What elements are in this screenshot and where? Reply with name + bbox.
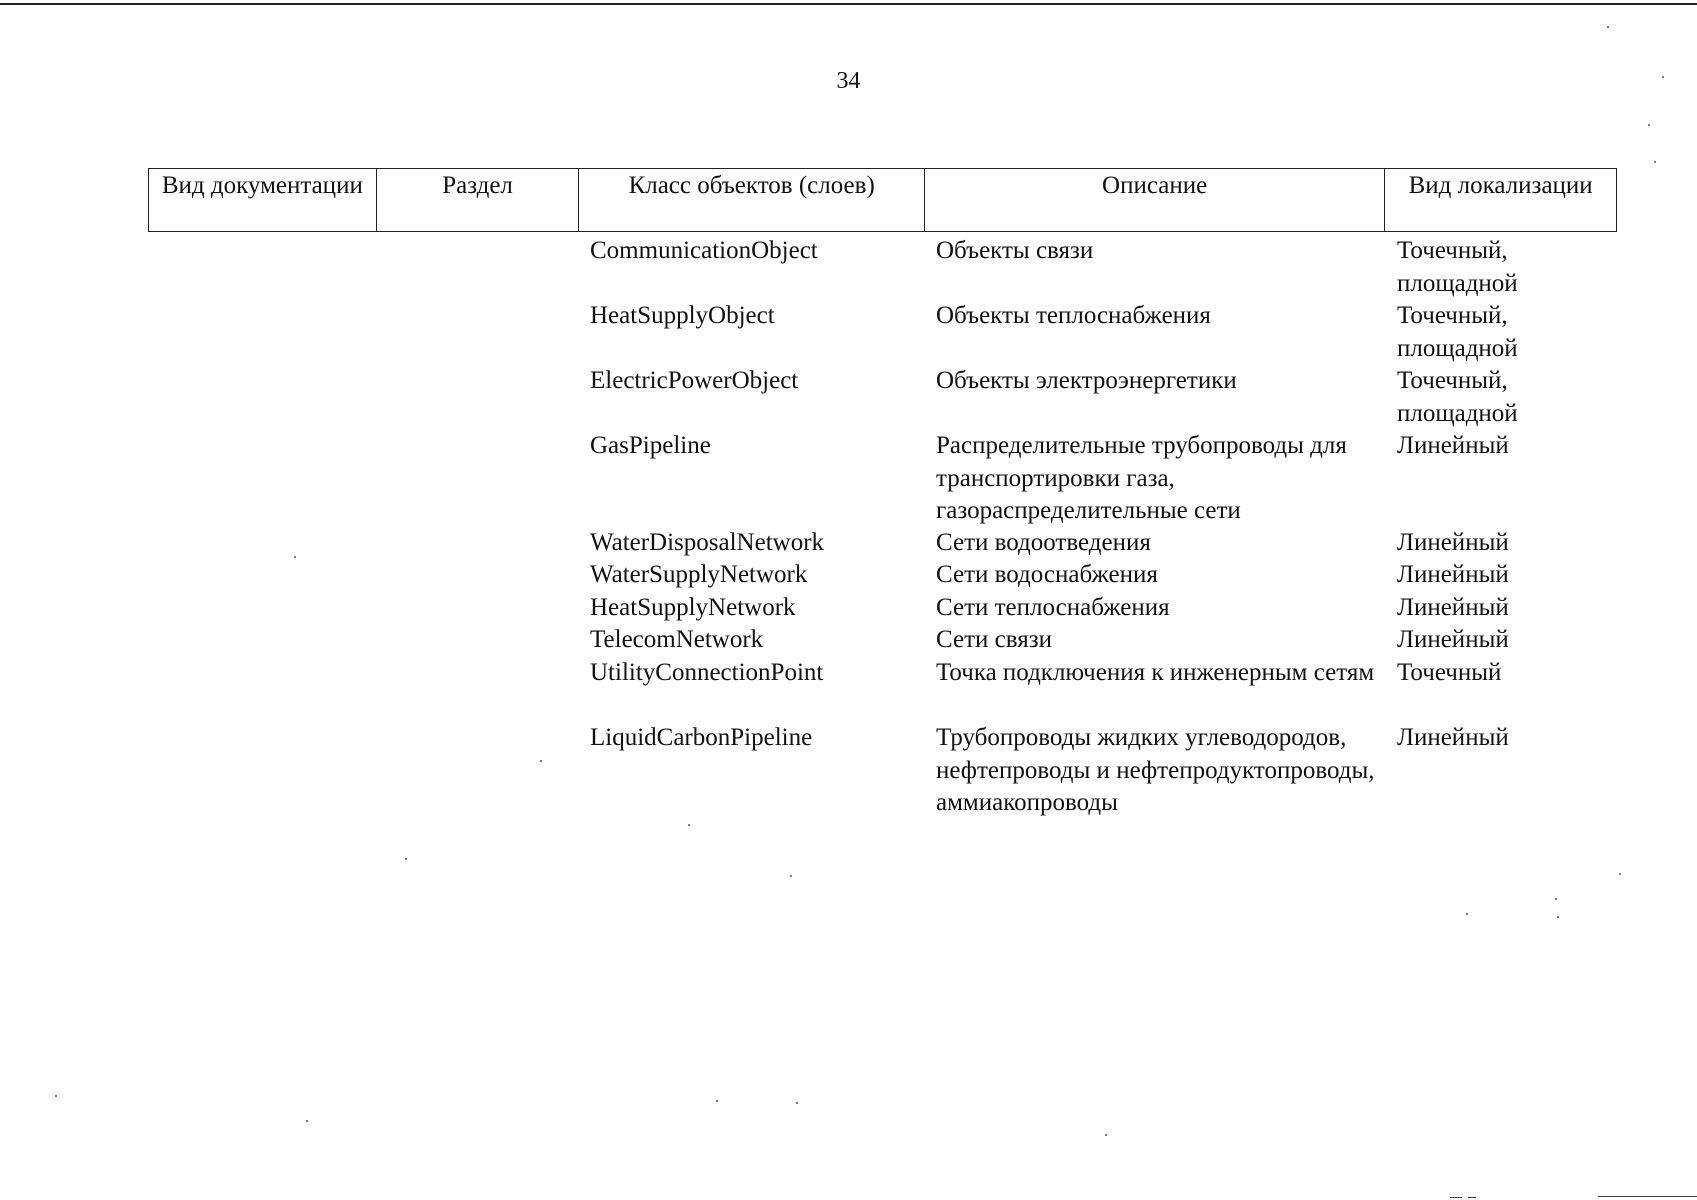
- header-object-class: Класс объектов (слоев): [579, 169, 925, 231]
- scan-speck: [1555, 898, 1557, 900]
- localization-cell: Точечный, площадной: [1397, 367, 1518, 427]
- object-class-cell: HeatSupplyNetwork: [590, 594, 796, 621]
- scan-speck: [688, 824, 690, 826]
- scan-speck: [790, 875, 792, 877]
- object-class-cell: LiquidCarbonPipeline: [590, 724, 813, 751]
- description-cell: Трубопроводы жидких углеводородов, нефтепроводы и нефтепродуктопроводы, аммиакопроводы: [936, 724, 1375, 816]
- object-class-cell: WaterSupplyNetwork: [590, 561, 808, 588]
- scan-speck: [1466, 913, 1468, 915]
- object-class-cell: UtilityConnectionPoint: [590, 659, 824, 686]
- localization-cell: Линейный: [1397, 561, 1509, 588]
- scan-speck: [1105, 1134, 1107, 1136]
- object-class-cell: CommunicationObject: [590, 237, 818, 264]
- description-cell: Сети теплоснабжения: [936, 594, 1170, 621]
- scan-speck: [294, 556, 296, 558]
- scan-speck: [1619, 873, 1621, 875]
- top-border-rule: [0, 3, 1697, 5]
- scan-speck: [405, 858, 407, 860]
- description-cell: Сети водоотведения: [936, 529, 1151, 556]
- header-localization: Вид локализации: [1408, 172, 1593, 199]
- object-class-cell: TelecomNetwork: [590, 626, 764, 653]
- header-description: Описание: [925, 169, 1385, 231]
- localization-cell: Линейный: [1397, 724, 1509, 751]
- object-class-cell: ElectricPowerObject: [590, 367, 799, 394]
- scan-speck: [1662, 76, 1664, 78]
- localization-cell: Линейный: [1397, 594, 1509, 621]
- localization-cell: Точечный, площадной: [1397, 237, 1518, 297]
- localization-cell: Точечный: [1397, 659, 1502, 686]
- page-number: 34: [836, 68, 861, 94]
- description-cell: Объекты электроэнергетики: [936, 367, 1237, 394]
- table-header: [148, 168, 1617, 232]
- description-cell: Точка подключения к инженерным сетям: [936, 659, 1375, 686]
- localization-cell: Точечный, площадной: [1397, 302, 1518, 362]
- description-cell: Объекты теплоснабжения: [936, 302, 1211, 329]
- localization-cell: Линейный: [1397, 529, 1509, 556]
- scan-dash: [1598, 1196, 1697, 1197]
- header-doc-type: Вид документации: [149, 169, 377, 231]
- object-class-cell: WaterDisposalNetwork: [590, 529, 825, 556]
- scan-dash: [1468, 1197, 1476, 1198]
- scan-speck: [1607, 26, 1609, 28]
- scan-speck: [55, 1095, 57, 1097]
- scan-speck: [1557, 916, 1559, 918]
- header-section: Раздел: [377, 169, 580, 231]
- object-class-cell: GasPipeline: [590, 432, 711, 459]
- localization-cell: Линейный: [1397, 626, 1509, 653]
- scan-speck: [1654, 161, 1656, 163]
- description-cell: Сети водоснабжения: [936, 561, 1158, 588]
- localization-cell: Линейный: [1397, 432, 1509, 459]
- scan-speck: [1648, 124, 1650, 126]
- scan-dash: [1450, 1197, 1462, 1198]
- description-cell: Сети связи: [936, 626, 1052, 653]
- scan-speck: [306, 1120, 308, 1122]
- scan-speck: [796, 1102, 798, 1104]
- description-cell: Объекты связи: [936, 237, 1094, 264]
- scan-speck: [540, 760, 542, 762]
- description-cell: Распределительные трубопроводы для транспортировки газа, газораспределительные сети: [936, 432, 1347, 524]
- object-class-cell: HeatSupplyObject: [590, 302, 775, 329]
- scan-speck: [716, 1100, 718, 1102]
